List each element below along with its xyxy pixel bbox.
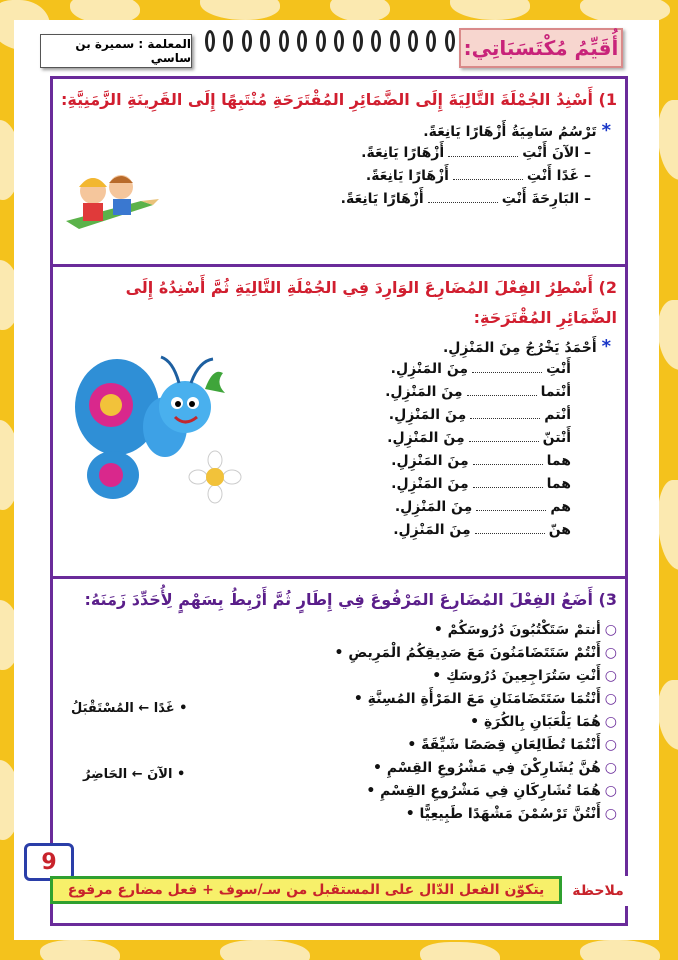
circle-bullet-icon: ○ — [604, 645, 617, 661]
exercise-3-item[interactable]: ○أَنْتُنَّ تَرْسُمْنَ مَشْهَدًا طَبِيعِيًّا • — [405, 806, 617, 822]
exercise-3-item[interactable]: ○أنتمْ سَتَكْتُبُونَ دُرُوسَكُمْ • — [433, 622, 617, 638]
exercise-2-line: همامِنَ المَنْزِلِ. — [391, 453, 571, 469]
note-label: ملاحظة — [568, 876, 628, 906]
present-target[interactable]: • الآنَ ← الحَاضِرُ — [83, 767, 186, 782]
answer-blank[interactable] — [453, 167, 523, 180]
exercise-frame — [50, 76, 628, 926]
exercise-3-item[interactable]: ○هُمَا يَلْعَبَانِ بِالكُرَةِ • — [470, 714, 617, 730]
notebook-spiral — [205, 30, 455, 56]
star-bullet-icon: * — [601, 120, 611, 141]
exercise-3-item[interactable]: ○هُمَا تُشَارِكَانِ فِي مَشْرُوعِ القِسْمِ • — [366, 783, 617, 799]
exercise-2-line: أَنْتنّمِنَ المَنْزِلِ. — [387, 430, 571, 446]
exercise-1-title: 1) أَسْنِدُ الجُمْلَةَ التَّالِيَةَ إِلَى الضَّمَائِرِ المُقْتَرَحَةِ مُنْتَبِهًا إِلَى القَرِينَةِ الزَّمَنِيَّةِ: — [61, 90, 617, 109]
exercise-3-item[interactable]: ○أَنْتُمَا تُطَالِعَانِ قِصَصًا شَيِّقَةً • — [407, 737, 617, 753]
exercise-2-line: همامِنَ المَنْزِلِ. — [391, 476, 571, 492]
exercise-1-line: – البَارِحَةَ أَنْتِأَزْهَارًا يَانِعَةً. — [340, 191, 591, 207]
exercise-2-line: أنْتمامِنَ المَنْزِلِ. — [385, 384, 571, 400]
kids-on-pencil-illustration — [61, 161, 161, 251]
circle-bullet-icon: ○ — [604, 714, 617, 730]
exercise-3-item[interactable]: ○أَنْتُمَا سَتَتَضَامَنَانِ مَعَ المَرْأَةِ المُسِنَّةِ • — [353, 691, 617, 707]
answer-blank[interactable] — [475, 521, 545, 534]
exercise-2 — [53, 267, 625, 579]
circle-bullet-icon: ○ — [604, 760, 617, 776]
exercise-2-line: أَنْتِمِنَ المَنْزِلِ. — [390, 361, 571, 377]
circle-bullet-icon: ○ — [604, 668, 617, 684]
exercise-1 — [53, 79, 625, 267]
exercise-3-item[interactable]: ○أَنْتِ سَتُرَاجِعِينَ دُرُوسَكِ • — [432, 668, 617, 684]
butterfly-illustration — [65, 347, 245, 517]
circle-bullet-icon: ○ — [604, 737, 617, 753]
answer-blank[interactable] — [467, 383, 537, 396]
exercise-2-sentence: * أَحْمَدُ يَخْرُجُ مِنَ المَنْزِلِ. — [442, 336, 611, 357]
teacher-name-label: المعلمة : سميرة بن ساسي — [40, 34, 192, 68]
star-bullet-icon: * — [601, 336, 611, 357]
answer-blank[interactable] — [428, 190, 498, 203]
answer-blank[interactable] — [473, 475, 543, 488]
answer-blank[interactable] — [473, 452, 543, 465]
exercise-1-sentence: * تَرْسُمُ سَامِيَةُ أَزْهَارًا يَانِعَةً. — [423, 120, 611, 141]
exercise-2-title: 2) أَسْطِرُ الفِعْلَ المُضَارِعَ الوَارِدَ فِي الجُمْلَةِ التَّالِيَةِ ثُمَّ أَسْنِدُهُ إِلَى الضَّمَائِرِ المُقْتَرَحَةِ: — [125, 278, 617, 327]
exercise-3-item[interactable]: ○أَنْتُمْ سَتَتَضَامَنُونَ مَعَ صَدِيقِكُمُ الْمَرِيضِ • — [334, 645, 617, 661]
answer-blank[interactable] — [472, 360, 542, 373]
circle-bullet-icon: ○ — [604, 691, 617, 707]
answer-blank[interactable] — [469, 429, 539, 442]
answer-blank[interactable] — [448, 144, 518, 157]
answer-blank[interactable] — [476, 498, 546, 511]
exercise-3-item[interactable]: ○هُنَّ يُشَارِكْنَ فِي مَشْرُوعِ القِسْمِ • — [373, 760, 617, 776]
answer-blank[interactable] — [470, 406, 540, 419]
exercise-1-line: – الآنَ أَنْتِأَزْهَارًا يَانِعَةً. — [361, 145, 591, 161]
exercise-3 — [53, 579, 625, 879]
exercise-2-line: هنّمِنَ المَنْزِلِ. — [393, 522, 571, 538]
future-target[interactable]: • غَدًا ← المُسْتَقْبَلُ — [71, 701, 188, 716]
exercise-1-line: – غَدًا أَنْتِأَزْهَارًا يَانِعَةً. — [365, 168, 591, 184]
exercise-2-line: أنْتممِنَ المَنْزِلِ. — [388, 407, 571, 423]
circle-bullet-icon: ○ — [604, 783, 617, 799]
exercise-2-line: هممِنَ المَنْزِلِ. — [394, 499, 571, 515]
page-number: 9 — [24, 843, 74, 881]
exercise-3-title: 3) أَضَعُ الفِعْلَ المُضَارِعَ المَرْفُوعَ فِي إِطَارٍ ثُمَّ أَرْبِطُ بِسَهْمٍ لِأُحَدِّدَ زَمَنَهُ: — [84, 590, 617, 609]
note-text: يتكوّن الفعل الدّال على المستقبل من سـ/سوف + فعل مضارع مرفوع — [50, 876, 562, 904]
page-title: أُقَيِّمُ مُكْتَسَبَاتِي: — [459, 28, 623, 68]
note-bar — [45, 876, 628, 906]
circle-bullet-icon: ○ — [604, 806, 617, 822]
circle-bullet-icon: ○ — [604, 622, 617, 638]
